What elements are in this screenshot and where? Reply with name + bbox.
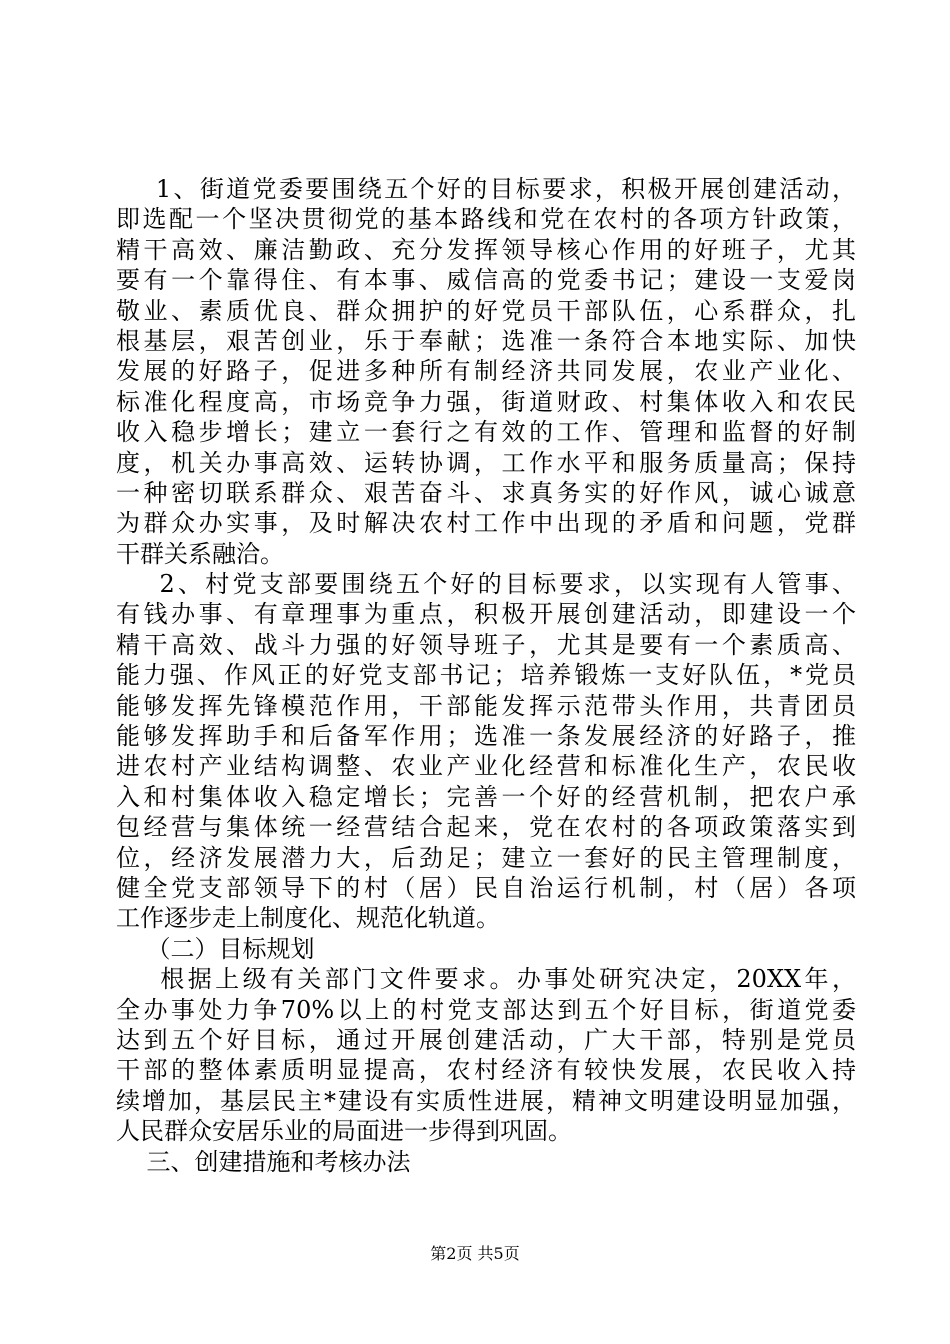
text-line: 2、村党支部要围绕五个好的目标要求，以实现有人管事、: [116, 570, 856, 599]
text-line: 干部的整体素质明显提高，农村经济有较快发展，农民收入持: [116, 1056, 856, 1085]
text-line: 精干高效、廉洁勤政、充分发挥领导核心作用的好班子，尤其: [116, 235, 856, 264]
text-line: 精干高效、战斗力强的好领导班子，尤其是要有一个素质高、: [116, 630, 856, 659]
text-line: 标准化程度高，市场竞争力强，街道财政、村集体收入和农民: [116, 387, 856, 416]
text-line: 即选配一个坚决贯彻党的基本路线和党在农村的各项方针政策，: [116, 205, 856, 234]
text-line: 根基层，艰苦创业，乐于奉献；选准一条符合本地实际、加快: [116, 326, 856, 355]
text-line: 能够发挥先锋模范作用，干部能发挥示范带头作用，共青团员: [116, 691, 856, 720]
text-line: 一种密切联系群众、艰苦奋斗、求真务实的好作风，诚心诚意: [116, 478, 856, 507]
text-line: 续增加，基层民主*建设有实质性进展，精神文明建设明显加强，: [116, 1086, 856, 1115]
document-body: [116, 174, 856, 1177]
text-line: 人民群众安居乐业的局面进一步得到巩固。: [116, 1117, 572, 1146]
text-line: 有钱办事、有章理事为重点，积极开展创建活动，即建设一个: [116, 600, 856, 629]
text-line: 为群众办实事，及时解决农村工作中出现的矛盾和问题，党群: [116, 509, 856, 538]
text-line: 达到五个好目标，通过开展创建活动，广大干部，特别是党员: [116, 1025, 856, 1054]
page-number-footer: 第2页 共5页: [430, 1244, 520, 1263]
text-line: 三、创建措施和考核办法: [116, 1147, 411, 1176]
text-line: 工作逐步走上制度化、规范化轨道。: [116, 904, 500, 933]
text-line: 根据上级有关部门文件要求。办事处研究决定，20XX年，: [116, 965, 856, 994]
text-line: 收入稳步增长；建立一套行之有效的工作、管理和监督的好制: [116, 418, 856, 447]
text-line: 入和村集体收入稳定增长；完善一个好的经营机制，把农户承: [116, 782, 856, 811]
text-line: （二）目标规划: [116, 934, 315, 963]
text-line: 全办事处力争70%以上的村党支部达到五个好目标，街道党委: [116, 995, 856, 1024]
text-line: 度，机关办事高效、运转协调，工作水平和服务质量高；保持: [116, 448, 856, 477]
text-line: 发展的好路子，促进多种所有制经济共同发展，农业产业化、: [116, 357, 856, 386]
text-line: 进农村产业结构调整、农业产业化经营和标准化生产，农民收: [116, 752, 856, 781]
text-line: 位，经济发展潜力大，后劲足；建立一套好的民主管理制度，: [116, 843, 856, 872]
text-line: 包经营与集体统一经营结合起来，党在农村的各项政策落实到: [116, 813, 856, 842]
text-line: 能力强、作风正的好党支部书记；培养锻炼一支好队伍，*党员: [116, 661, 856, 690]
text-line: 1、街道党委要围绕五个好的目标要求，积极开展创建活动，: [116, 175, 856, 203]
text-line: 能够发挥助手和后备军作用；选准一条发展经济的好路子，推: [116, 722, 856, 751]
text-line: 干群关系融洽。: [116, 539, 284, 568]
text-line: 敬业、素质优良、群众拥护的好党员干部队伍，心系群众，扎: [116, 296, 856, 325]
text-line: 要有一个靠得住、有本事、威信高的党委书记；建设一支爱岗: [116, 266, 856, 295]
text-line: 健全党支部领导下的村（居）民自治运行机制，村（居）各项: [116, 873, 856, 902]
